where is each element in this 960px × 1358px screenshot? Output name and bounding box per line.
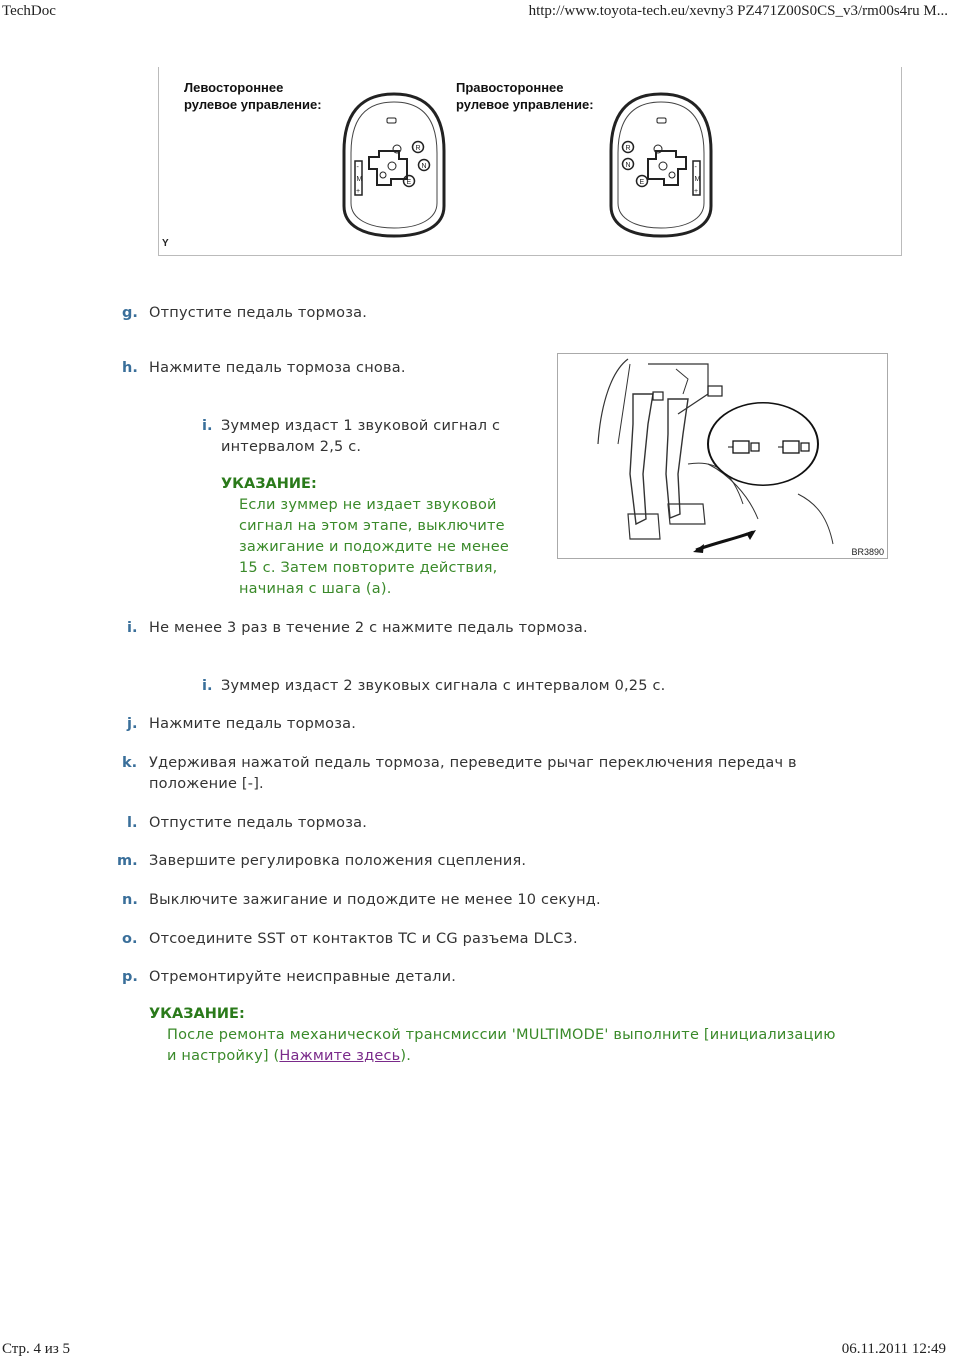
step-n-text: Выключите зажигание и подождите не менее 10 секунд.: [149, 892, 601, 908]
rhd-caption-line1: Правостороннее: [456, 80, 564, 95]
footer-page-number: Стр. 4 из 5: [2, 1341, 70, 1357]
step-j-label: j.: [127, 716, 138, 732]
step-p-label: p.: [122, 969, 138, 985]
lhd-caption-line1: Левостороннее: [184, 80, 284, 95]
note2-line2: [167, 1046, 411, 1067]
svg-text:M: M: [694, 176, 701, 183]
note2-line1: После ремонта механической трансмиссии 'MULTIMODE' выполните [инициализацию: [167, 1027, 836, 1043]
svg-text:R: R: [625, 145, 631, 152]
step-o-text: Отсоедините SST от контактов TC и CG разъема DLC3.: [149, 931, 578, 947]
note2-line2-suffix: ).: [400, 1048, 412, 1064]
step-j-text: Нажмите педаль тормоза.: [149, 716, 357, 732]
step-h-text: Нажмите педаль тормоза снова.: [149, 360, 406, 376]
brake-pedal-figure: [557, 353, 888, 559]
step-g-label: g.: [122, 305, 138, 321]
step-g-text: Отпустите педаль тормоза.: [149, 305, 368, 321]
step-p-text: Отремонтируйте неисправные детали.: [149, 969, 457, 985]
svg-text:N: N: [421, 163, 427, 170]
shift-pattern-figure: [158, 67, 902, 256]
svg-text:R: R: [415, 145, 421, 152]
svg-text:+: +: [356, 188, 361, 195]
step-o-label: o.: [122, 931, 138, 947]
step-k-label: k.: [122, 755, 138, 771]
svg-text:M: M: [356, 176, 363, 183]
step-m-text: Завершите регулировка положения сцепления.: [149, 853, 527, 869]
note-title: УКАЗАНИЕ:: [221, 476, 317, 492]
step-k-text-line1: Удерживая нажатой педаль тормоза, переведите рычаг переключения передач в: [149, 755, 797, 771]
step-l-text: Отпустите педаль тормоза.: [149, 815, 368, 831]
lhd-caption-line2: рулевое управление:: [184, 97, 322, 112]
footer-datetime: 06.11.2011 12:49: [841, 1341, 946, 1357]
click-here-link[interactable]: Нажмите здесь: [279, 1048, 401, 1064]
svg-text:-: -: [356, 164, 359, 171]
step-i2-text: Не менее 3 раз в течение 2 с нажмите педаль тормоза.: [149, 620, 588, 636]
figure-code: BR3890: [851, 547, 884, 557]
rhd-caption-line2: рулевое управление:: [456, 97, 594, 112]
svg-text:+: +: [694, 188, 699, 195]
step-i3-label: i.: [202, 678, 213, 694]
svg-text:E: E: [406, 179, 412, 186]
rhd-shift-knob-diagram: [606, 91, 716, 239]
lhd-shift-knob-diagram: [339, 91, 449, 239]
note-line: сигнал на этом этапе, выключите: [239, 518, 505, 534]
step-i3-text: Зуммер издаст 2 звуковых сигнала с интервалом 0,25 с.: [221, 678, 666, 694]
step-h-label: h.: [122, 360, 138, 376]
header-url: http://www.toyota-tech.eu/xevny3 PZ471Z00S0CS_v3/rm00s4ru M...: [528, 3, 948, 19]
step-i1-label: i.: [202, 418, 213, 434]
step-n-label: n.: [122, 892, 138, 908]
svg-text:N: N: [625, 162, 631, 169]
svg-text:E: E: [639, 179, 645, 186]
note2-line2-prefix: и настройку] (: [167, 1048, 280, 1064]
step-l-label: l.: [127, 815, 138, 831]
step-i1-text-line1: Зуммер издаст 1 звуковой сигнал с: [221, 418, 501, 434]
step-k-text-line2: положение [-].: [149, 776, 264, 792]
figure-corner-label: Y: [162, 238, 169, 249]
step-m-label: m.: [117, 853, 138, 869]
svg-text:-: -: [694, 164, 697, 171]
header-app-name: TechDoc: [2, 3, 56, 19]
brake-pedal-illustration: [558, 354, 887, 558]
note-line: 15 с. Затем повторите действия,: [239, 560, 498, 576]
note-line: начиная с шага (a).: [239, 581, 392, 597]
note-line: зажигание и подождите не менее: [239, 539, 509, 555]
note-line: Если зуммер не издает звуковой: [239, 497, 497, 513]
note2-title: УКАЗАНИЕ:: [149, 1006, 245, 1022]
step-i2-label: i.: [127, 620, 138, 636]
step-i1-text-line2: интервалом 2,5 с.: [221, 439, 362, 455]
